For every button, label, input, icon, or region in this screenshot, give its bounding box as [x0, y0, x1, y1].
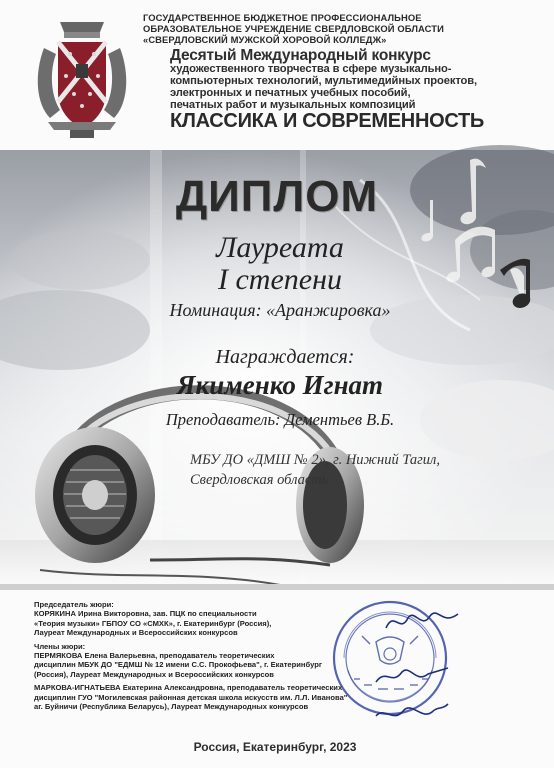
contest-name: КЛАССИКА И СОВРЕМЕННОСТЬ — [170, 110, 484, 132]
teacher: Преподаватель: Дементьев В.Б. — [165, 410, 395, 429]
school — [190, 450, 480, 490]
degree-line: I степени — [218, 263, 342, 296]
jury-line: КОРЯКИНА Ирина Викторовна, зав. ПЦК по специальности — [34, 609, 257, 619]
contest-line: электронных и печатных учебных пособий, — [170, 87, 411, 99]
jury-chair-label: Председатель жюри: — [34, 600, 114, 609]
coat-of-arms-emblem — [30, 14, 134, 142]
contest-heading — [170, 48, 540, 131]
contest-line: печатных работ и музыкальных композиций — [170, 99, 416, 111]
jury-member-2-block — [34, 683, 504, 711]
jury-line: Лауреат Международных и Всероссийских конкурсов — [34, 628, 238, 638]
jury-line: аг. Буйничи (Республика Беларусь), Лауреат Международных конкурсов — [34, 702, 309, 712]
awarded-label: Награждается: — [215, 346, 355, 368]
laureate-degree — [170, 232, 390, 296]
contest-line: компьютерных технологий, мультимедийных проектов, — [170, 75, 478, 87]
jury-chair-block — [34, 600, 504, 638]
recipient-name: Якименко Игнат — [176, 370, 384, 400]
org-line: «СВЕРДЛОВСКИЙ МУЖСКОЙ ХОРОВОЙ КОЛЛЕДЖ» — [143, 34, 387, 45]
jury-board — [34, 600, 504, 715]
org-line: ГОСУДАРСТВЕННОЕ БЮДЖЕТНОЕ ПРОФЕССИОНАЛЬНОЕ — [143, 12, 422, 23]
jury-line: дисциплин МБУК ДО "ЕДМШ № 12 имени С.С. Прокофьева", г. Екатеринбург — [34, 660, 323, 670]
organization-header — [143, 12, 543, 45]
diploma-title: ДИПЛОМ — [175, 172, 379, 221]
laureate-line: Лауреата — [216, 231, 344, 264]
jury-line: ПЕРМЯКОВА Елена Валерьевна, преподаватель теоретических — [34, 651, 275, 661]
contest-title: Десятый Международный конкурс — [170, 47, 431, 64]
school-line: МБУ ДО «ДМШ № 2», г. Нижний Тагил, — [190, 452, 440, 468]
org-line: ОБРАЗОВАТЕЛЬНОЕ УЧРЕЖДЕНИЕ СВЕРДЛОВСКОЙ ОБЛАСТИ — [143, 23, 444, 34]
place-and-year: Россия, Екатеринбург, 2023 — [193, 740, 357, 754]
jury-line: «Теория музыки» ГБПОУ СО «СМХК», г. Екатеринбург (Россия), — [34, 618, 272, 628]
nomination: Номинация: «Аранжировка» — [169, 300, 391, 320]
jury-members-label: Члены жюри: — [34, 641, 86, 651]
contest-line: художественного творчества в сфере музыкально- — [170, 63, 452, 75]
jury-line: дисциплин ГУО "Могилевская районная детская школа искусств им. Л.Л. Иванова" — [34, 692, 348, 702]
jury-line: (Россия), Лауреат Международных и Всероссийских конкурсов — [34, 669, 274, 679]
school-line: Свердловская область — [190, 472, 329, 488]
jury-line: МАРКОВА-ИГНАТЬЕВА Екатерина Александровна, преподаватель теоретических — [34, 683, 343, 693]
jury-member-1-block — [34, 642, 504, 680]
